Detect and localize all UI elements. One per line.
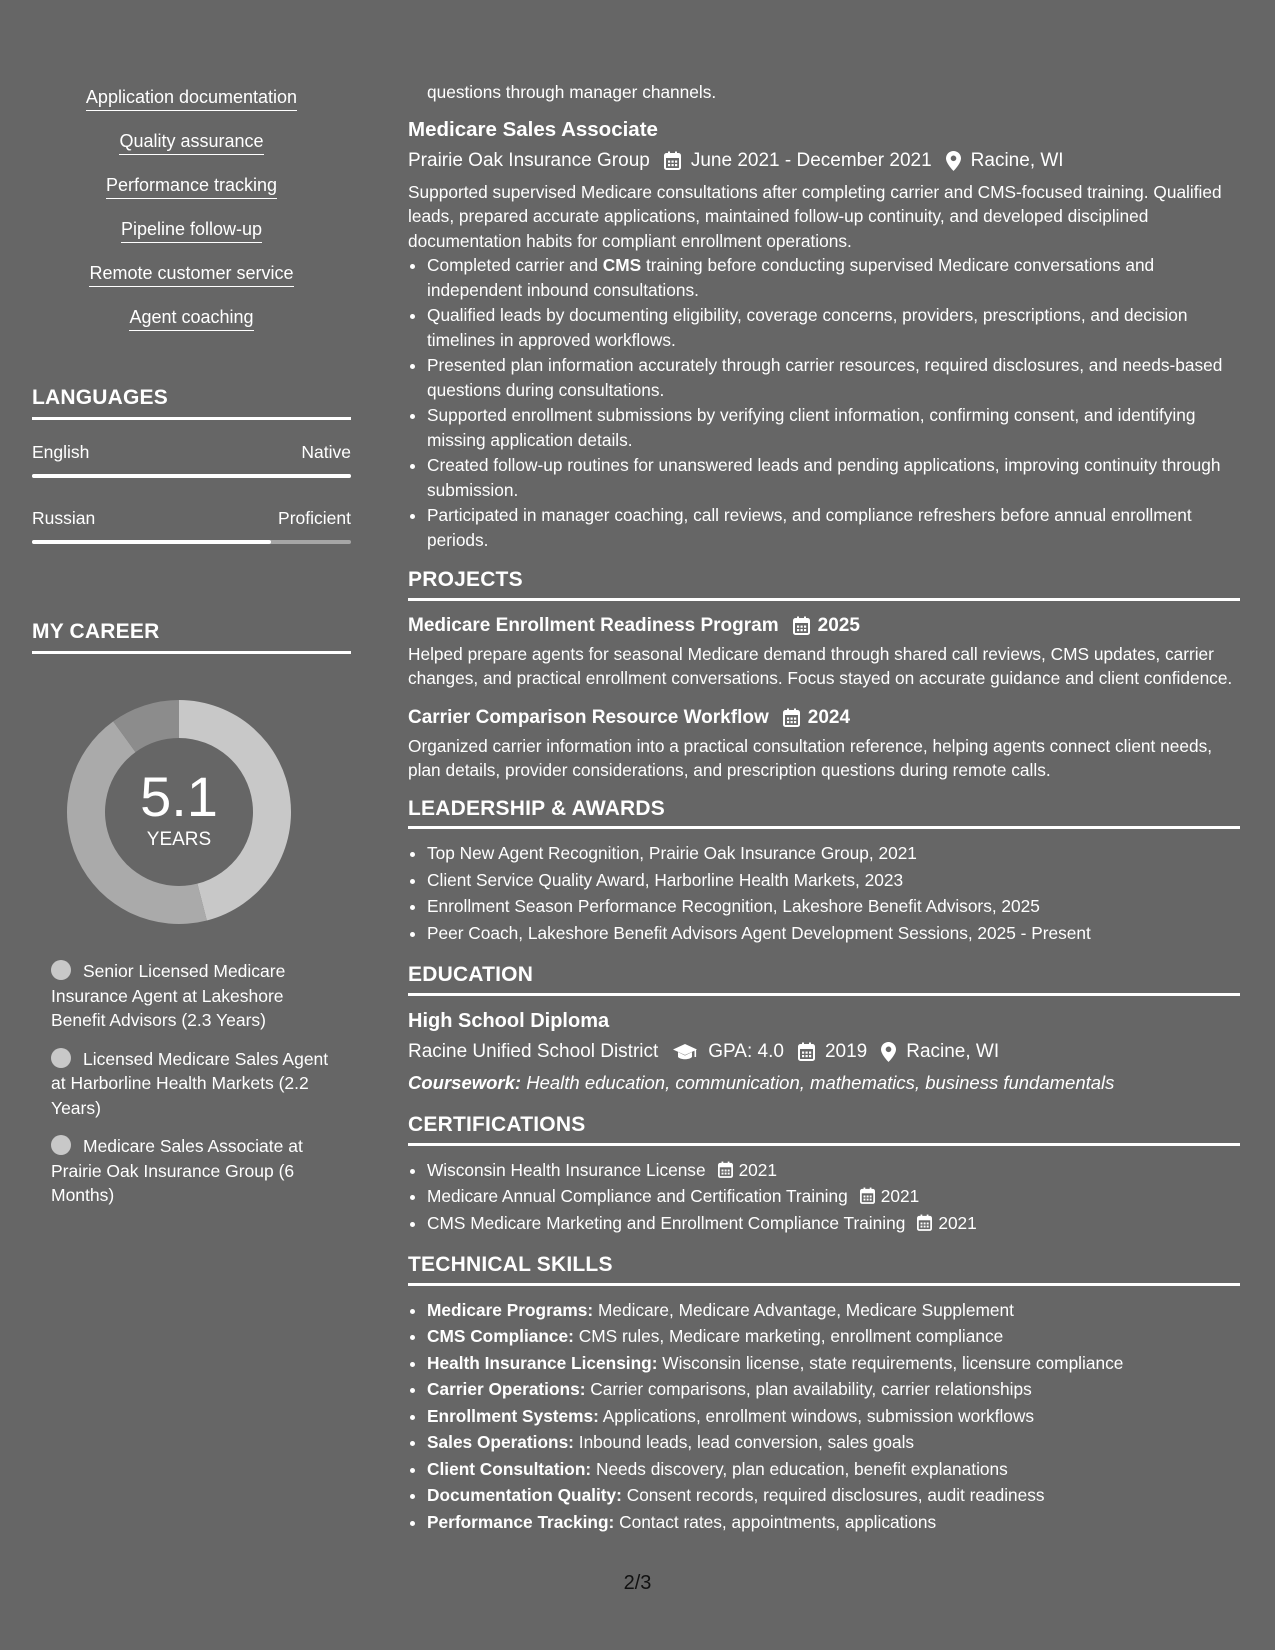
education-degree: High School Diploma [408, 1009, 610, 1032]
donut-center [66, 767, 292, 851]
certification-year: 2021 [938, 1212, 977, 1233]
language-bar [32, 540, 351, 544]
career-item-text: Senior Licensed Medicare Insurance Agent at Lakeshore Benefit Advisors (2.3 Years) [51, 961, 286, 1030]
leadership-item: • Top New Agent Recognition, Prairie Oak Insurance Group, 2021 [427, 841, 1240, 866]
job-summary: Supported supervised Medicare consultations after completing carrier and CMS-focused training. Qualified leads, prepared accurate applications, maintained follow-up continuity, and developed disciplined documentation habits for compliant enrollment operations. [408, 181, 1222, 251]
career-dot-icon [51, 1135, 71, 1155]
technical-skill-item [427, 1457, 1240, 1482]
project-title [408, 705, 1240, 731]
language-level: Proficient [278, 508, 351, 528]
skill-links [32, 86, 351, 350]
education-school: Racine Unified School District [408, 1040, 659, 1062]
job-bullet: • Supported enrollment submissions by verifying client information, confirming consent, and identifying missing application details. [427, 403, 1240, 452]
calendar-icon [718, 1161, 733, 1178]
project-name: Medicare Enrollment Readiness Program [408, 614, 779, 636]
calendar-icon [860, 1187, 875, 1204]
career-list [32, 959, 331, 1208]
career-item-text: Licensed Medicare Sales Agent at Harborline Health Markets (2.2 Years) [51, 1048, 329, 1118]
certification-year: 2021 [738, 1159, 778, 1180]
language-name: English [32, 442, 90, 462]
job-bullet: • Participated in manager coaching, call reviews, and compliance refreshers before annual enrollment periods. [427, 503, 1240, 552]
location-pin-icon [881, 1042, 896, 1062]
job-dates: June 2021 - December 2021 [690, 149, 932, 171]
career-dot-icon [51, 1048, 71, 1068]
project-title [408, 613, 1240, 639]
skill-label: Sales Operations: [427, 1432, 574, 1452]
career-item [51, 959, 331, 1033]
leadership-item: • Enrollment Season Performance Recognition, Lakeshore Benefit Advisors, 2025 [427, 894, 1240, 919]
job-bullet [427, 253, 1240, 302]
technical-skill-item [427, 1377, 1240, 1402]
education-title: EDUCATION [408, 963, 1240, 996]
job-location: Racine, WI [970, 149, 1064, 171]
technical-skill-item [427, 1351, 1240, 1376]
languages-section [32, 386, 351, 544]
certification-year: 2021 [880, 1186, 920, 1206]
coursework-label: Coursework: [408, 1071, 522, 1093]
calendar-icon [783, 708, 800, 727]
career-title: MY CAREER [32, 620, 351, 654]
project-desc: Helped prepare agents for seasonal Medicare demand through shared call reviews, CMS updates, carrier changes, and practical enrollment conversations. Focus stayed on accurate guidance and client confidence. [408, 643, 1233, 688]
calendar-icon [917, 1214, 932, 1231]
technical-skill-item [427, 1483, 1240, 1508]
career-item-text: Medicare Sales Associate at Prairie Oak Insurance Group (6 Months) [51, 1136, 303, 1205]
career-dot-icon [51, 960, 71, 980]
technical-skill-item [427, 1298, 1240, 1323]
career-item [51, 1134, 331, 1208]
skill-value: Inbound leads, lead conversion, sales goals [578, 1432, 915, 1452]
leadership-item: • Peer Coach, Lakeshore Benefit Advisors Agent Development Sessions, 2025 - Present [427, 921, 1240, 946]
language-bar-fill [32, 540, 271, 544]
bullet-text: training before conducting supervised Medicare conversations and independent inbound consultations. [427, 255, 1155, 300]
education-meta [408, 1039, 1240, 1065]
calendar-icon [798, 1042, 815, 1061]
skill-value: Applications, enrollment windows, submission workflows [602, 1405, 1035, 1426]
certification-name: Wisconsin Health Insurance License [427, 1159, 706, 1180]
skill-value: Contact rates, appointments, applications [619, 1511, 937, 1532]
certifications-list [408, 1158, 1240, 1236]
project-year: 2024 [807, 706, 851, 728]
project-desc: Organized carrier information into a practical consultation reference, helping agents connect client needs, plan details, provider considerations, and prescription questions during remote calls. [408, 735, 1213, 780]
calendar-icon [664, 151, 681, 170]
skill-label: Carrier Operations: [427, 1379, 586, 1399]
technical-skills-list [408, 1298, 1240, 1535]
education-coursework [408, 1071, 1240, 1096]
technical-skills-section [408, 1253, 1240, 1534]
job-bullet: • Presented plan information accurately through carrier resources, required disclosures, and needs-based questions during consultations. [427, 353, 1240, 402]
education-gpa: GPA: 4.0 [708, 1040, 784, 1062]
skill-label: Medicare Programs: [427, 1299, 594, 1320]
education-year: 2019 [824, 1040, 868, 1062]
skill-link[interactable]: Pipeline follow-up [121, 218, 262, 243]
project-year: 2025 [817, 614, 860, 636]
job-meta [408, 148, 1240, 174]
career-donut-chart [66, 699, 292, 925]
right-column [408, 80, 1240, 1536]
skill-value: Needs discovery, plan education, benefit explanations [595, 1458, 1008, 1479]
language-level: Native [301, 442, 351, 462]
skill-label: Performance Tracking: [427, 1511, 615, 1532]
skill-label: Documentation Quality: [427, 1485, 622, 1505]
skill-label: Enrollment Systems: [427, 1405, 599, 1426]
career-item [51, 1047, 331, 1121]
language-bar-fill [32, 474, 351, 478]
education-location: Racine, WI [906, 1040, 1000, 1062]
languages-title: LANGUAGES [32, 386, 351, 420]
job-entry [408, 117, 1240, 553]
left-column [32, 86, 351, 1222]
job-bullet: • Created follow-up routines for unanswered leads and pending applications, improving continuity through submission. [427, 453, 1240, 502]
skill-label: CMS Compliance: [427, 1326, 574, 1346]
certification-name: CMS Medicare Marketing and Enrollment Compliance Training [427, 1212, 906, 1233]
graduation-cap-icon [672, 1043, 698, 1061]
technical-skill-item [427, 1430, 1240, 1455]
technical-skill-item [427, 1510, 1240, 1535]
skill-link[interactable]: Quality assurance [119, 130, 263, 155]
language-name: Russian [32, 508, 96, 528]
coursework-text: Health education, communication, mathematics, business fundamentals [526, 1071, 1115, 1093]
certifications-section [408, 1113, 1240, 1235]
career-total-value: 5.1 [140, 765, 218, 828]
page-number: 2/3 [623, 1572, 652, 1594]
leadership-title: LEADERSHIP & AWARDS [408, 797, 1240, 830]
bullet-text: Completed carrier and [427, 255, 603, 275]
job-company: Prairie Oak Insurance Group [408, 149, 650, 171]
language-row [32, 442, 351, 463]
technical-skill-item [427, 1404, 1240, 1429]
skill-link[interactable]: Agent coaching [129, 306, 253, 331]
project-name: Carrier Comparison Resource Workflow [408, 706, 769, 728]
job-title: Medicare Sales Associate [408, 117, 658, 141]
skill-value: Medicare, Medicare Advantage, Medicare Supplement [597, 1299, 1014, 1320]
skill-value: Consent records, required disclosures, audit readiness [626, 1485, 1045, 1505]
calendar-icon [793, 616, 810, 635]
language-row [32, 508, 351, 529]
leadership-item: • Client Service Quality Award, Harborline Health Markets, 2023 [427, 868, 1240, 893]
certifications-title: CERTIFICATIONS [408, 1113, 1240, 1146]
projects-section [408, 568, 1240, 783]
technical-skill-item [427, 1324, 1240, 1349]
skill-value: Wisconsin license, state requirements, licensure compliance [662, 1352, 1124, 1373]
leadership-section [408, 797, 1240, 946]
certification-item [427, 1158, 1240, 1183]
language-bar [32, 474, 351, 478]
skill-link[interactable]: Application documentation [86, 86, 297, 111]
career-total-unit: YEARS [146, 829, 212, 850]
certification-name: Medicare Annual Compliance and Certification Training [427, 1186, 848, 1206]
skill-value: CMS rules, Medicare marketing, enrollment compliance [578, 1326, 1004, 1346]
career-section [32, 620, 351, 1208]
bullet-bold-text: CMS [602, 255, 642, 275]
job-bullets [408, 253, 1240, 552]
skill-value: Carrier comparisons, plan availability, carrier relationships [590, 1379, 1032, 1399]
carryover-text: questions through manager channels. [427, 82, 717, 102]
skill-link[interactable]: Performance tracking [106, 174, 277, 199]
skill-link[interactable]: Remote customer service [89, 262, 293, 287]
certification-item [427, 1211, 1240, 1236]
projects-title: PROJECTS [408, 568, 1240, 601]
skill-label: Health Insurance Licensing: [427, 1352, 658, 1373]
education-section [408, 963, 1240, 1095]
skill-label: Client Consultation: [427, 1458, 592, 1479]
location-pin-icon [946, 151, 961, 171]
job-bullet: • Qualified leads by documenting eligibility, coverage concerns, providers, prescriptions, and decision timelines in approved workflows. [427, 303, 1240, 352]
leadership-list [408, 841, 1240, 945]
certification-item [427, 1184, 1240, 1209]
technical-skills-title: TECHNICAL SKILLS [408, 1253, 1240, 1286]
